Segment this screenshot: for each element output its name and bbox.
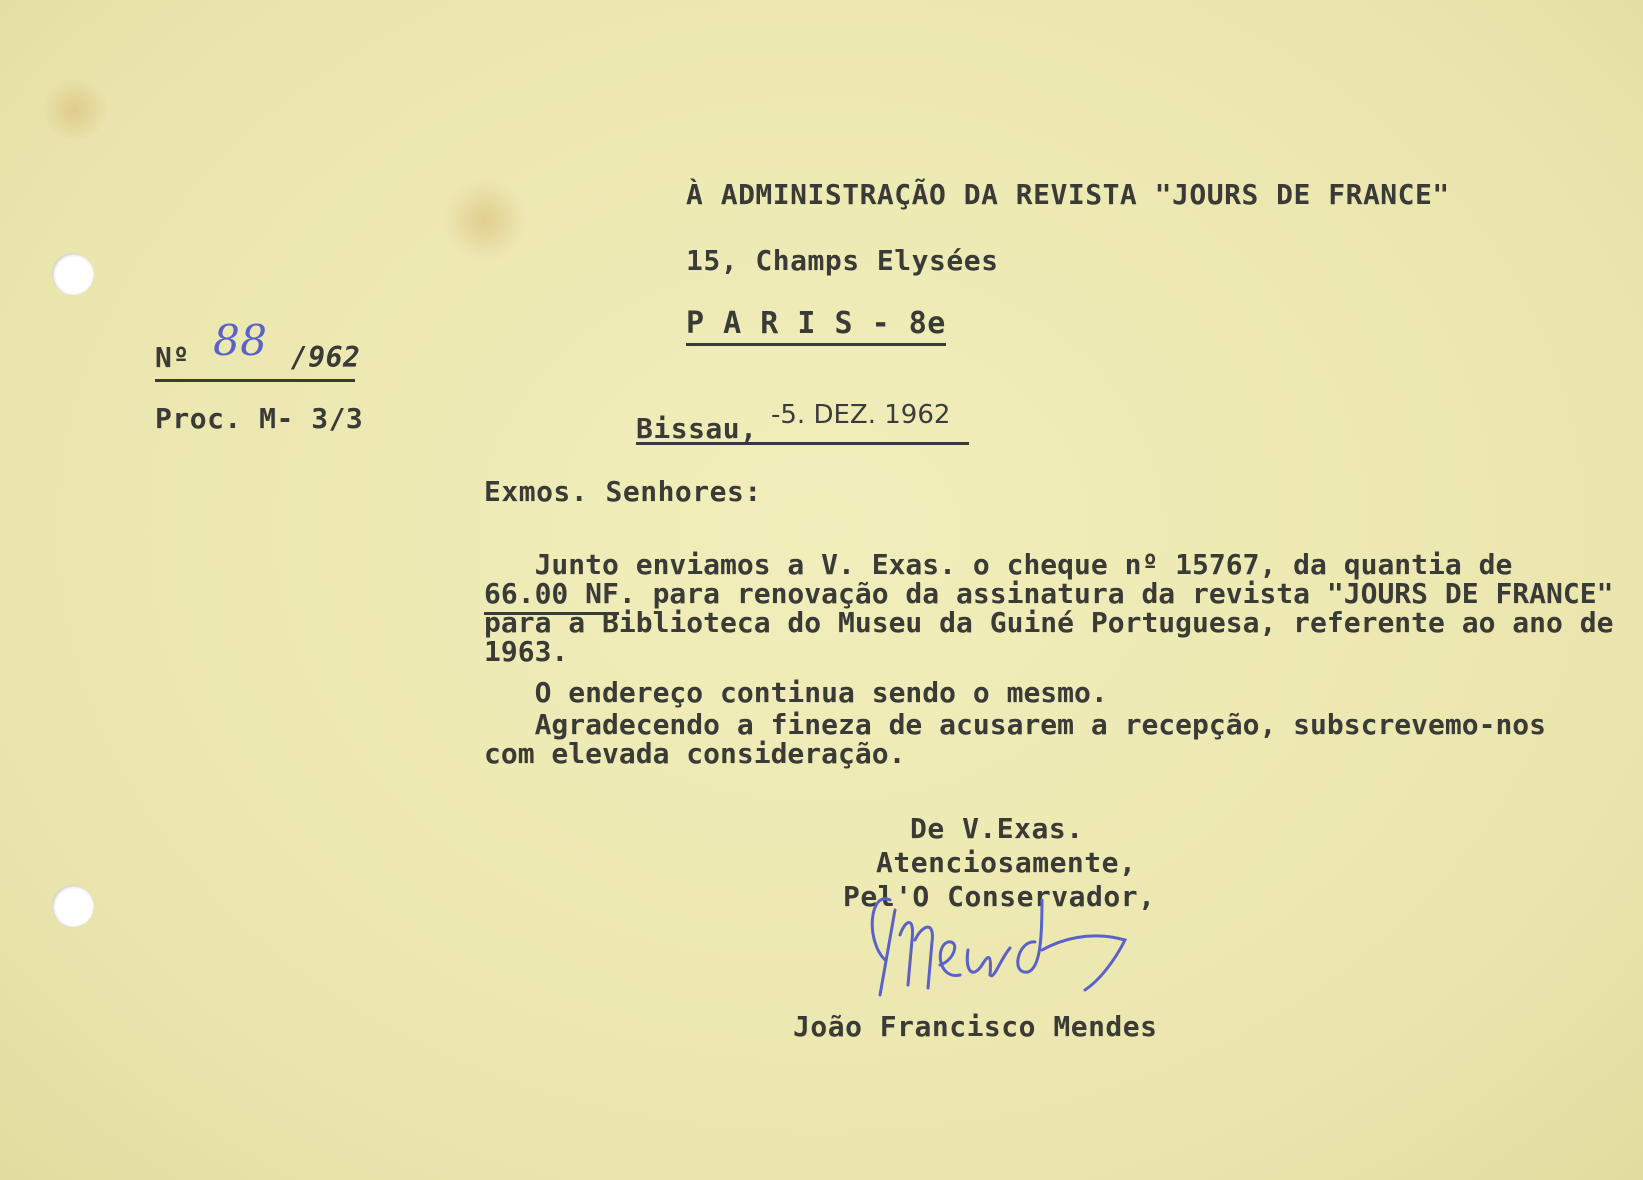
closing-line-3: Pel'O Conservador,	[843, 880, 1156, 913]
body-paragraph-1-line-1: Junto enviamos a V. Exas. o cheque nº 15767, da quantia de	[484, 548, 1513, 581]
body-paragraph-1-line-3: para a Biblioteca do Museu da Guiné Portuguesa, referente ao ano de	[484, 606, 1614, 639]
cheque-amount: 66.00 NF	[484, 577, 619, 615]
number-year: /962	[290, 341, 361, 374]
punch-hole-top	[52, 253, 94, 295]
body-paragraph-2: O endereço continua sendo o mesmo.	[484, 676, 1108, 709]
place: Bissau,	[636, 412, 758, 445]
date-stamp: -5. DEZ. 1962	[771, 400, 951, 430]
signature-name: João Francisco Mendes	[793, 1010, 1158, 1043]
place-date	[636, 400, 969, 445]
handwritten-number: 88	[213, 316, 268, 365]
paper-stain	[40, 80, 110, 140]
body-paragraph-1-line-4: 1963.	[484, 635, 569, 668]
punch-hole-bottom	[52, 885, 94, 927]
signature-image	[860, 880, 1150, 1010]
recipient-line-3: P A R I S - 8e	[686, 306, 946, 346]
body-paragraph-3-line-2: com elevada consideração.	[484, 737, 906, 770]
closing-line-1: De V.Exas.	[910, 812, 1084, 845]
number-label: Nº	[155, 341, 190, 374]
body-paragraph-1-line-2	[484, 579, 1613, 608]
paper-stain	[440, 180, 530, 260]
recipient-line-2: 15, Champs Elysées	[686, 244, 999, 277]
salutation: Exmos. Senhores:	[484, 475, 762, 508]
body-text: . para renovação da assinatura da revista "JOURS DE FRANCE"	[618, 577, 1614, 610]
closing-line-2: Atenciosamente,	[876, 846, 1137, 879]
reference-number	[155, 316, 361, 382]
recipient-line-1: À ADMINISTRAÇÃO DA REVISTA "JOURS DE FRANCE"	[686, 178, 1450, 211]
process-number: Proc. M- 3/3	[155, 402, 364, 435]
body-paragraph-3-line-1: Agradecendo a fineza de acusarem a recepção, subscrevemo-nos	[484, 708, 1547, 741]
